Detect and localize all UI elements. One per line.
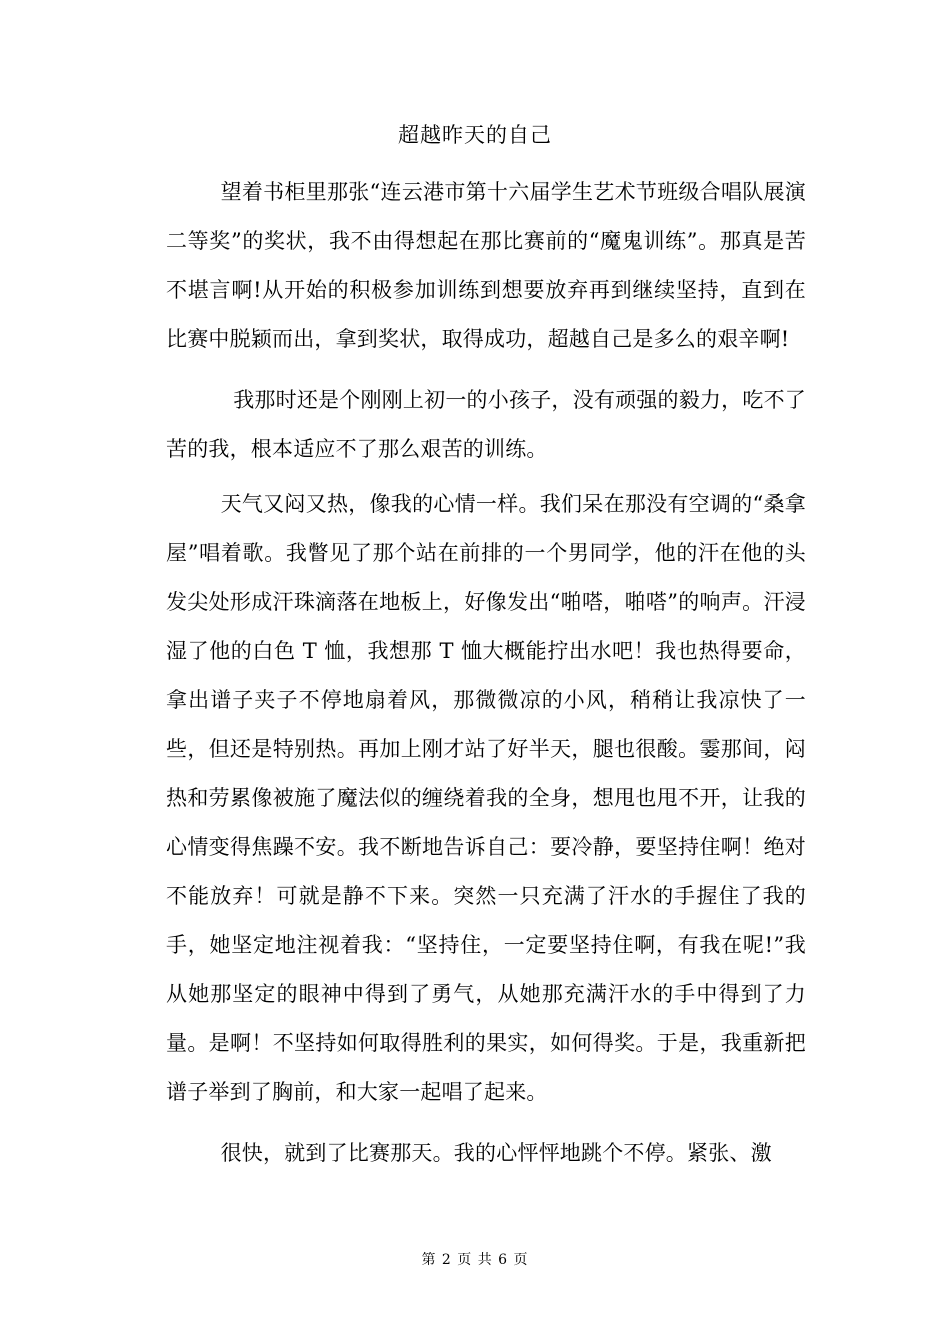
- page-footer: 第 2 页 共 6 页: [421, 1252, 529, 1268]
- paragraph-3: 天气又闷又热，像我的心情一样。我们呆在那没有空调的“桑拿屋”唱着歌。我瞥见了那个站在前排的一个男同学，他的汗在他的头发尖处形成汗珠滴落在地板上，好像发出“啪嗒，啪嗒”的响声。汗浸湿了他的白色 T 恤，我想那 T 恤大概能拧出水吧！我也热得要命，拿出谱子夹子不停地扇着风，那微微凉的小风，稍稍让我凉快了一些，但还是特别热。再加上刚才站了好半天，腿也很酸。霎那间，闷热和劳累像被施了魔法似的缠绕着我的全身，想甩也甩不开，让我的心情变得焦躁不安。我不断地告诉自己：要冷静，要坚持住啊！绝对不能放弃！可就是静不下来。突然一只充满了汗水的手握住了我的手，她坚定地注视着我：“坚持住，一定要坚持住啊，有我在呢!”我从她那坚定的眼神中得到了勇气，从她那充满汗水的手中得到了力量。是啊！不坚持如何取得胜利的果实，如何得奖。于是，我重新把谱子举到了胸前，和大家一起唱了起来。: [166, 492, 806, 1104]
- paragraph-2: 我那时还是个刚刚上初一的小孩子，没有顽强的毅力，吃不了苦的我，根本适应不了那么艰苦的训练。: [166, 388, 806, 461]
- document-title: 超越昨天的自己: [398, 123, 552, 147]
- paragraph-4: 很快，就到了比赛那天。我的心怦怦地跳个不停。紧张、激: [220, 1141, 772, 1165]
- paragraph-1: 望着书柜里那张“连云港市第十六届学生艺术节班级合唱队展演二等奖”的奖状，我不由得想起在那比赛前的“魔鬼训练”。那真是苦不堪言啊!从开始的积极参加训练到想要放弃再到继续坚持，直到在比赛中脱颖而出，拿到奖状，取得成功，超越自己是多么的艰辛啊!: [166, 180, 806, 351]
- document-body: [166, 168, 806, 1190]
